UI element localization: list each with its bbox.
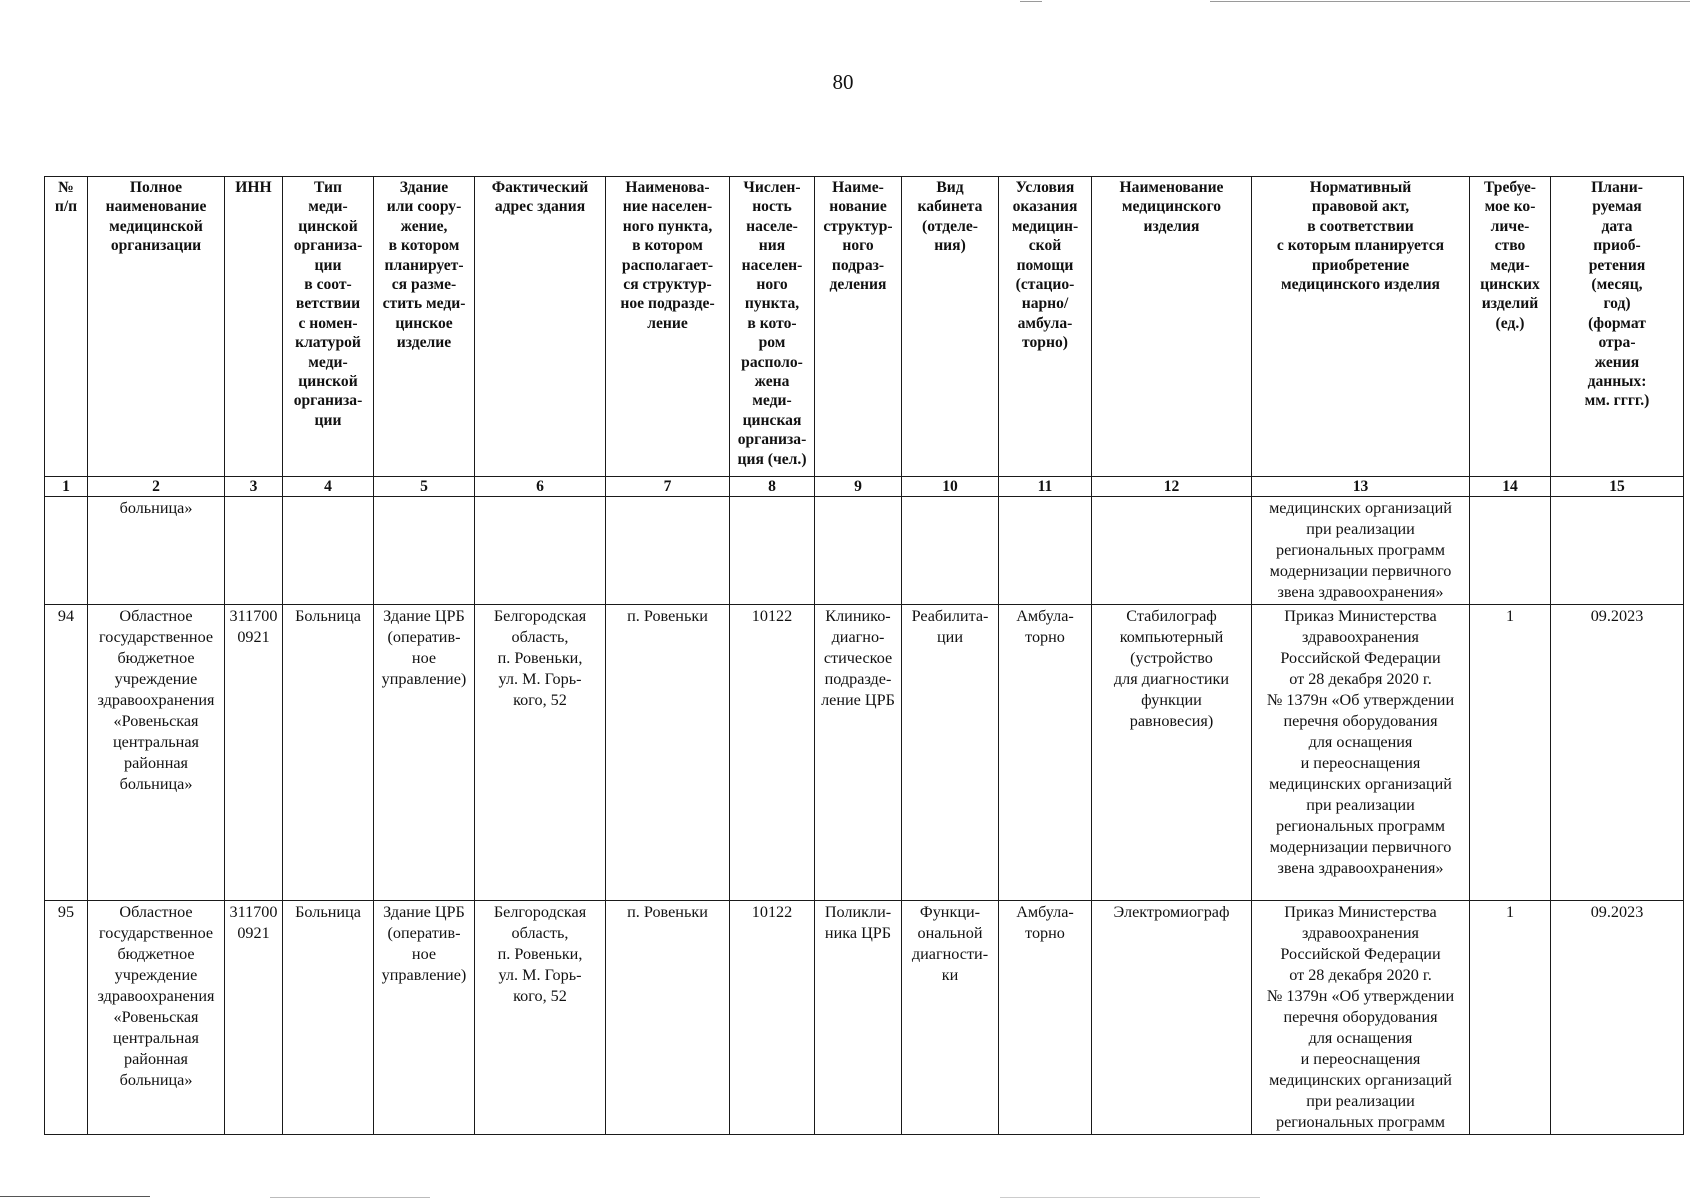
- table-cell-device-name: Электромиограф: [1092, 901, 1252, 1135]
- table-cell-subdivision: Клинико- диагно- стическое подразде- ление ЦРБ: [815, 605, 902, 901]
- table-cell-address: Белгородская область, п. Ровеньки, ул. М. Горь- кого, 52: [475, 901, 606, 1135]
- table-cell-organization-name: Областное государственное бюджетное учреждение здравоохранения «Ровеньская центральная районная больница»: [88, 901, 225, 1135]
- column-number: 8: [730, 477, 815, 497]
- table-cell-address: Белгородская область, п. Ровеньки, ул. М. Горь- кого, 52: [475, 605, 606, 901]
- table-row: [45, 605, 1684, 901]
- table-cell-inn: 311700 0921: [225, 605, 283, 901]
- scan-artifact-line: [1210, 1, 1690, 2]
- table-cell-row-number: 94: [45, 605, 88, 901]
- column-number: 1: [45, 477, 88, 497]
- column-number: 7: [606, 477, 730, 497]
- table-cell-building: Здание ЦРБ (оператив- ное управление): [374, 901, 475, 1135]
- table-cell-settlement: п. Ровеньки: [606, 605, 730, 901]
- table-cell-subdivision: [815, 497, 902, 605]
- table-row: [45, 901, 1684, 1135]
- column-number: 13: [1252, 477, 1470, 497]
- table-cell-population: 10122: [730, 901, 815, 1135]
- column-number: 15: [1551, 477, 1684, 497]
- table-cell-settlement: [606, 497, 730, 605]
- table-cell-population: [730, 497, 815, 605]
- table-cell-building: [374, 497, 475, 605]
- table-cell-legal-act: Приказ Министерства здравоохранения Российской Федерации от 28 декабря 2020 г. № 1379н «Об утверждении перечня оборудования для оснащения и переоснащения медицинских организаций при реализации региональных программ модернизации первичного звена здравоохранения»: [1252, 605, 1470, 901]
- header-cell-quantity: Требуе- мое ко- личе- ство меди- цинских изделий (ед.): [1470, 177, 1551, 477]
- column-number: 14: [1470, 477, 1551, 497]
- header-cell-settlement: Наименова- ние населен- ного пункта, в котором располагает- ся структур- ное подразде- ление: [606, 177, 730, 477]
- table-cell-purchase-date: [1551, 497, 1684, 605]
- table-cell-care-conditions: [999, 497, 1092, 605]
- header-cell-inn: ИНН: [225, 177, 283, 477]
- medical-equipment-table: [44, 176, 1684, 1135]
- table-cell-device-name: [1092, 497, 1252, 605]
- column-number: 6: [475, 477, 606, 497]
- header-row: [45, 177, 1684, 477]
- table-row: [45, 497, 1684, 605]
- table-cell-inn: 311700 0921: [225, 901, 283, 1135]
- table-cell-address: [475, 497, 606, 605]
- table-cell-purchase-date: 09.2023: [1551, 605, 1684, 901]
- table-cell-settlement: п. Ровеньки: [606, 901, 730, 1135]
- column-number: 12: [1092, 477, 1252, 497]
- header-cell-device-name: Наименование медицинского изделия: [1092, 177, 1252, 477]
- header-cell-cabinet-type: Вид кабинета (отделе- ния): [902, 177, 999, 477]
- table-cell-organization-type: Больница: [283, 901, 374, 1135]
- table-cell-organization-name: больница»: [88, 497, 225, 605]
- table-cell-care-conditions: Амбула- торно: [999, 605, 1092, 901]
- header-cell-building: Здание или соору- жение, в котором планирует- ся разме- стить меди- цинское изделие: [374, 177, 475, 477]
- column-number: 4: [283, 477, 374, 497]
- header-cell-organization-name: Полное наименование медицинской организации: [88, 177, 225, 477]
- header-cell-care-conditions: Условия оказания медицин- ской помощи (стацио- нарно/ амбула- торно): [999, 177, 1092, 477]
- scan-artifact-line: [1020, 1, 1042, 2]
- column-number: 5: [374, 477, 475, 497]
- table-cell-row-number: [45, 497, 88, 605]
- table-cell-population: 10122: [730, 605, 815, 901]
- table-cell-care-conditions: Амбула- торно: [999, 901, 1092, 1135]
- table-cell-subdivision: Поликли- ника ЦРБ: [815, 901, 902, 1135]
- table-cell-legal-act: медицинских организаций при реализации региональных программ модернизации первичного звена здравоохранения»: [1252, 497, 1470, 605]
- table-cell-cabinet-type: Реабилита- ции: [902, 605, 999, 901]
- table-cell-row-number: 95: [45, 901, 88, 1135]
- column-number-row: [45, 477, 1684, 497]
- column-number: 2: [88, 477, 225, 497]
- table-cell-inn: [225, 497, 283, 605]
- table-cell-cabinet-type: [902, 497, 999, 605]
- column-number: 3: [225, 477, 283, 497]
- column-number: 10: [902, 477, 999, 497]
- table-cell-quantity: 1: [1470, 901, 1551, 1135]
- header-cell-purchase-date: Плани- руемая дата приоб- ретения (месяц, год) (формат отра- жения данных: мм. гггг.): [1551, 177, 1684, 477]
- header-cell-address: Фактический адрес здания: [475, 177, 606, 477]
- header-cell-subdivision: Наиме- нование структур- ного подраз- деления: [815, 177, 902, 477]
- table-cell-quantity: 1: [1470, 605, 1551, 901]
- table-cell-legal-act: Приказ Министерства здравоохранения Российской Федерации от 28 декабря 2020 г. № 1379н «Об утверждении перечня оборудования для оснащения и переоснащения медицинских организаций при реализации региональных программ: [1252, 901, 1470, 1135]
- scan-artifact-line: [1000, 1197, 1260, 1198]
- table-cell-device-name: Стабилограф компьютерный (устройство для диагностики функции равновесия): [1092, 605, 1252, 901]
- table-cell-organization-name: Областное государственное бюджетное учреждение здравоохранения «Ровеньская центральная районная больница»: [88, 605, 225, 901]
- table-cell-quantity: [1470, 497, 1551, 605]
- header-cell-row-number: № п/п: [45, 177, 88, 477]
- header-cell-legal-act: Нормативный правовой акт, в соответствии с которым планируется приобретение медицинского изделия: [1252, 177, 1470, 477]
- table-cell-purchase-date: 09.2023: [1551, 901, 1684, 1135]
- table-cell-cabinet-type: Функци- ональной диагности- ки: [902, 901, 999, 1135]
- header-cell-population: Числен- ность населе- ния населен- ного пункта, в кото- ром располо- жена меди- цинская организа- ция (чел.): [730, 177, 815, 477]
- column-number: 9: [815, 477, 902, 497]
- column-number: 11: [999, 477, 1092, 497]
- header-cell-organization-type: Тип меди- цинской организа- ции в соот- ветствии с номен- клатурой меди- цинской организа- ции: [283, 177, 374, 477]
- table-cell-organization-type: Больница: [283, 605, 374, 901]
- scan-artifact-line: [270, 1197, 430, 1198]
- scan-artifact-line: [0, 1196, 150, 1197]
- table-cell-building: Здание ЦРБ (оператив- ное управление): [374, 605, 475, 901]
- table-cell-organization-type: [283, 497, 374, 605]
- page-number: 80: [832, 70, 854, 94]
